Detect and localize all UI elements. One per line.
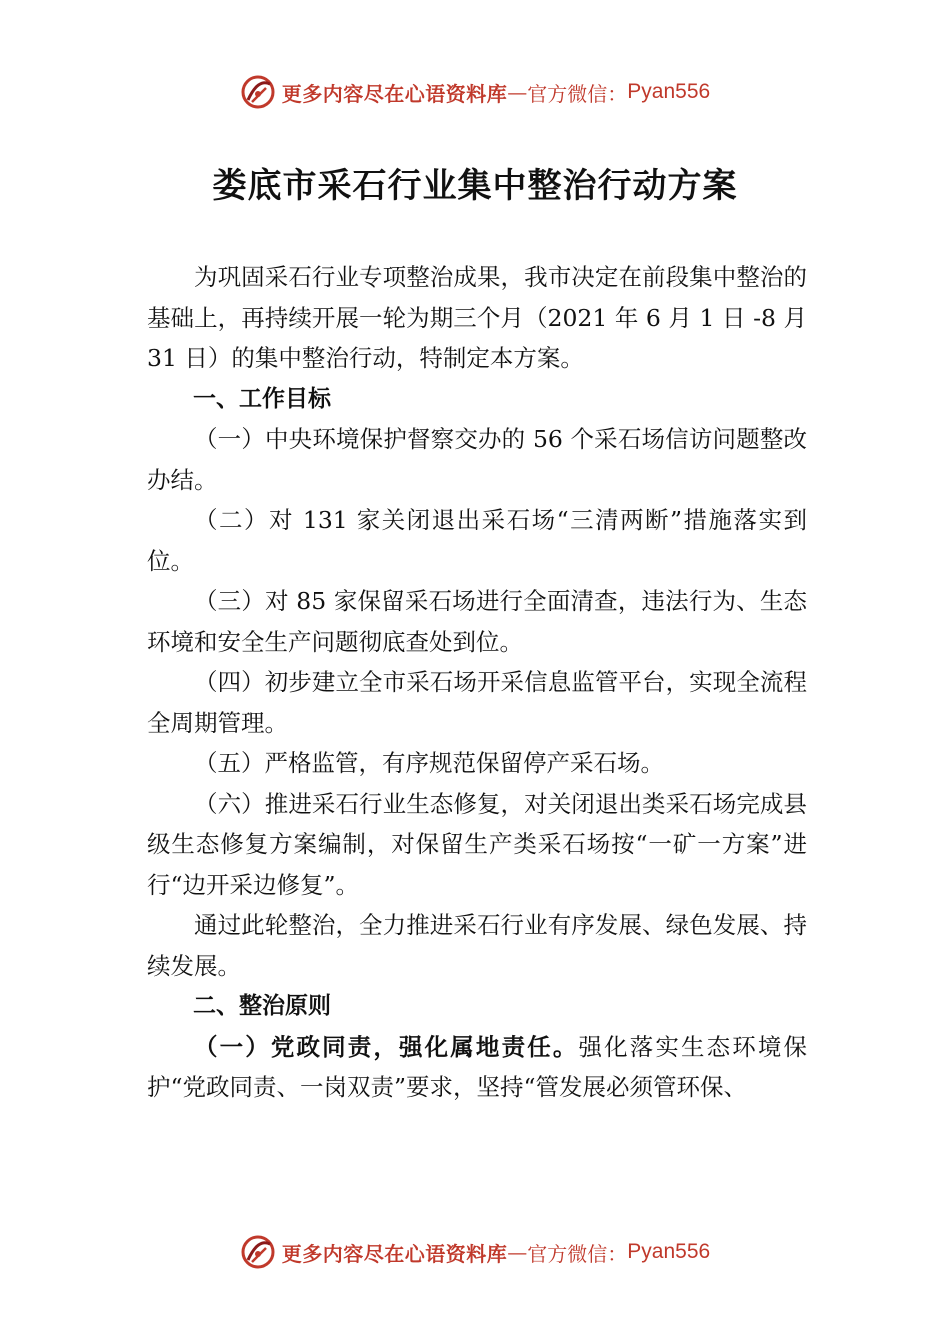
principle-item-1-text: 强化落实生态环境保护“党政同责、一岗双责”要求，坚持“管发展必须管环保、	[147, 1032, 808, 1101]
logo-seal-icon	[240, 74, 276, 110]
banner-separator: —	[507, 80, 528, 104]
principle-item-1	[147, 1027, 807, 1108]
goal-item-4: （四）初步建立全市采石场开采信息监管平台，实现全流程全周期管理。	[147, 668, 807, 737]
banner-wechat-id: Pyan556	[627, 1240, 711, 1263]
banner-text: 更多内容尽在心语资料库	[281, 1241, 508, 1266]
goal-item-5: （五）严格监管，有序规范保留停产采石场。	[194, 749, 664, 777]
section1-heading: 一、工作目标	[193, 385, 331, 412]
goal-summary: 通过此轮整治，全力推进采石行业有序发展、绿色发展、持续发展。	[147, 911, 807, 980]
document-body	[147, 257, 807, 1108]
banner-wechat-label: 官方微信：	[527, 1241, 628, 1266]
document-title: 娄底市采石行业集中整治行动方案	[212, 166, 738, 206]
banner-text: 更多内容尽在心语资料库	[281, 81, 508, 106]
footer-banner	[0, 1232, 950, 1272]
banner-wechat-label: 官方微信：	[527, 81, 628, 106]
banner-separator: —	[507, 1240, 528, 1264]
goal-item-6: （六）推进采石行业生态修复，对关闭退出类采石场完成县级生态修复方案编制，对保留生产类采石场按“一矿一方案”进行“边开采边修复”。	[147, 789, 807, 899]
principle-item-1-lead: （一）党政同责，强化属地责任。	[194, 1032, 579, 1061]
header-banner	[0, 72, 950, 112]
section2-heading: 二、整治原则	[193, 993, 331, 1019]
intro-paragraph: 为巩固采石行业专项整治成果，我市决定在前段集中整治的基础上，再持续开展一轮为期三个月（2021 年 6 月 1 日 -8 月 31 日）的集中整治行动，特制定本方案。	[147, 263, 807, 372]
goal-item-1: （一）中央环境保护督察交办的 56 个采石场信访问题整改办结。	[147, 425, 807, 494]
banner-wechat-id: Pyan556	[627, 80, 711, 103]
goal-item-3: （三）对 85 家保留采石场进行全面清查，违法行为、生态环境和安全生产问题彻底查处到位。	[147, 587, 807, 656]
logo-seal-icon	[240, 1234, 276, 1270]
goal-item-2: （二）对 131 家关闭退出采石场“三清两断”措施落实到位。	[147, 506, 807, 575]
